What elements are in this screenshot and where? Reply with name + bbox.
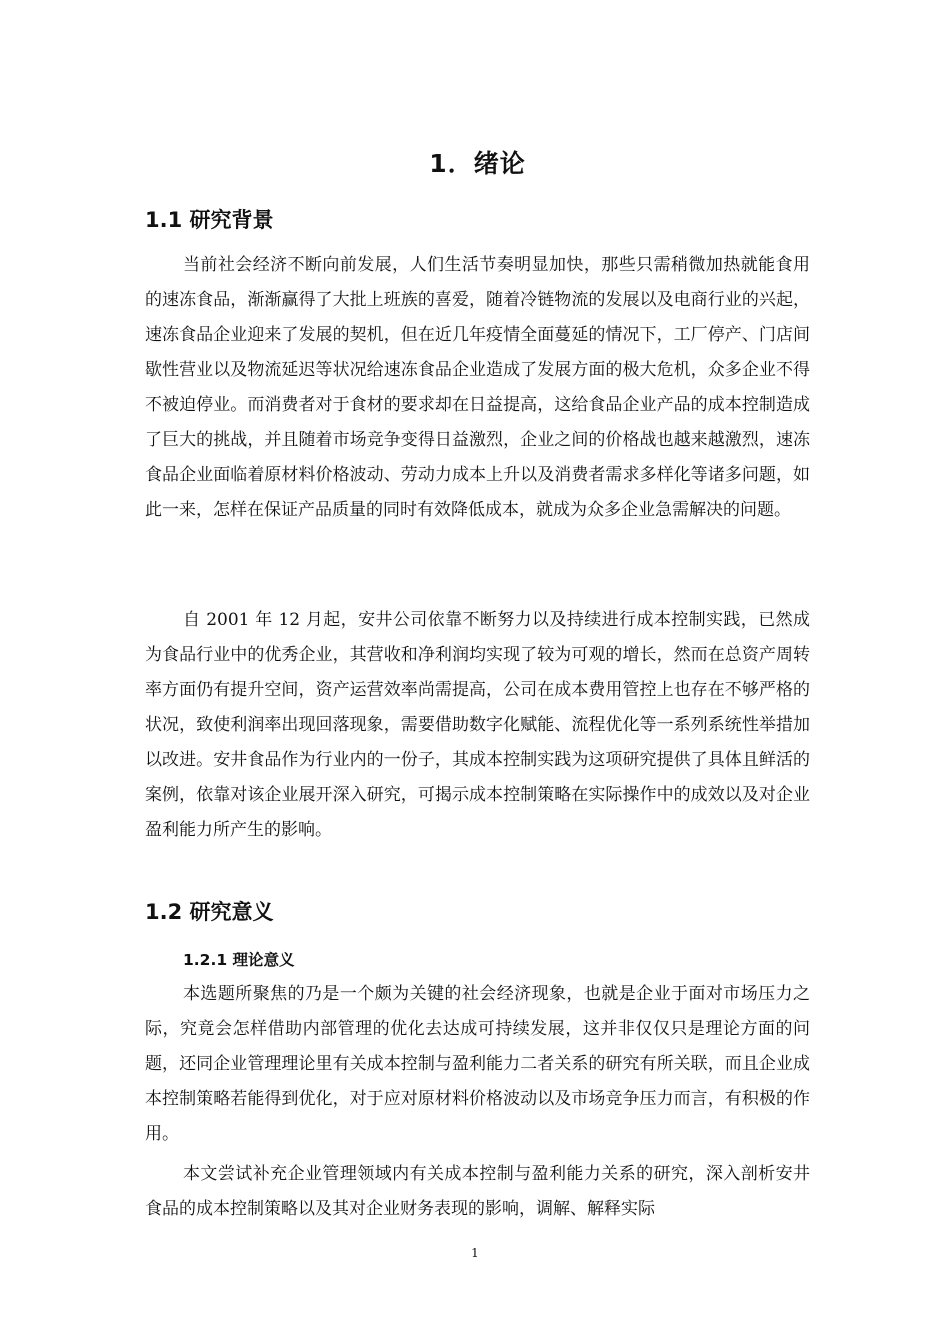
paragraph-theory-1: 本选题所聚焦的乃是一个颇为关键的社会经济现象，也就是企业于面对市场压力之际，究竟会怎样借助内部管理的优化去达成可持续发展，这并非仅仅只是理论方面的问题，还同企业管理理论里有关成本控制与盈利能力二者关系的研究有所关联，而且企业成本控制策略若能得到优化，对于应对原材料价格波动以及市场竞争压力而言，有积极的作用。: [145, 984, 810, 1144]
section-heading-1-2: 1.2 研究意义: [145, 900, 274, 924]
paragraph-theory-2: 本文尝试补充企业管理领域内有关成本控制与盈利能力关系的研究，深入剖析安井食品的成本控制策略以及其对企业财务表现的影响，调解、解释实际: [145, 1164, 810, 1219]
section-heading-1-1: 1.1 研究背景: [145, 208, 274, 232]
paragraph-background-2: 自 2001 年 12 月起，安井公司依靠不断努力以及持续进行成本控制实践，已然成为食品行业中的优秀企业，其营收和净利润均实现了较为可观的增长，然而在总资产周转率方面仍有提升空间，资产运营效率尚需提高，公司在成本费用管控上也存在不够严格的状况，致使利润率出现回落现象，需要借助数字化赋能、流程优化等一系列系统性举措加以改进。安井食品作为行业内的一份子，其成本控制实践为这项研究提供了具体且鲜活的案例，依靠对该企业展开深入研究，可揭示成本控制策略在实际操作中的成效以及对企业盈利能力所产生的影响。: [145, 610, 810, 840]
subsection-heading-1-2-1: 1.2.1 理论意义: [183, 951, 295, 969]
paragraph-background-1: 当前社会经济不断向前发展，人们生活节奏明显加快，那些只需稍微加热就能食用的速冻食品，渐渐赢得了大批上班族的喜爱，随着冷链物流的发展以及电商行业的兴起，速冻食品企业迎来了发展的契机，但在近几年疫情全面蔓延的情况下，工厂停产、门店间歇性营业以及物流延迟等状况给速冻食品企业造成了发展方面的极大危机，众多企业不得不被迫停业。而消费者对于食材的要求却在日益提高，这给食品企业产品的成本控制造成了巨大的挑战，并且随着市场竞争变得日益激烈，企业之间的价格战也越来越激烈，速冻食品企业面临着原材料价格波动、劳动力成本上升以及消费者需求多样化等诸多问题，如此一来，怎样在保证产品质量的同时有效降低成本，就成为众多企业急需解决的问题。: [145, 255, 810, 520]
page-number: 1: [471, 1246, 479, 1260]
chapter-title: 1．绪论: [429, 149, 526, 178]
